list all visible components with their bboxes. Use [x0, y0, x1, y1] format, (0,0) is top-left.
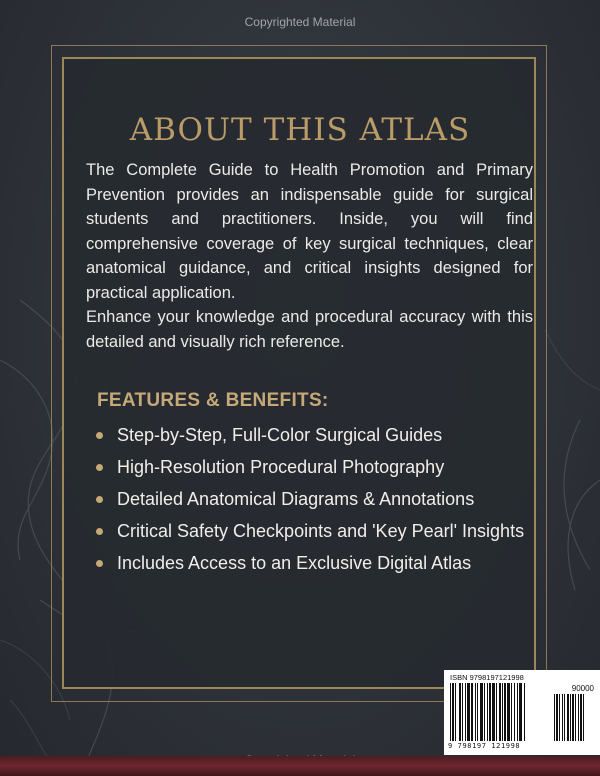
- about-paragraph-2: Enhance your knowledge and procedural accuracy with this detailed and visually rich reference.: [86, 308, 533, 351]
- isbn-barcode: [444, 670, 600, 755]
- feature-text: Includes Access to an Exclusive Digital Atlas: [117, 553, 472, 573]
- bullet-icon: [96, 432, 103, 439]
- isbn-digits: 9 798197 121998: [448, 742, 521, 750]
- feature-text: Detailed Anatomical Diagrams & Annotations: [117, 489, 475, 509]
- list-item: [96, 519, 536, 543]
- isbn-label: ISBN 9798197121998: [450, 673, 524, 682]
- bullet-icon: [96, 560, 103, 567]
- content-panel: [62, 57, 536, 689]
- feature-text: Step-by-Step, Full-Color Surgical Guides: [117, 425, 443, 445]
- features-heading: FEATURES & BENEFITS:: [97, 390, 329, 411]
- list-item: [96, 487, 536, 511]
- about-description: [86, 158, 533, 354]
- copyright-watermark-top: Copyrighted Material: [244, 15, 356, 29]
- features-list: [96, 423, 536, 583]
- section-title: ABOUT THIS ATLAS: [129, 112, 471, 148]
- list-item: [96, 455, 536, 479]
- price-code: 90000: [571, 684, 594, 693]
- feature-text: Critical Safety Checkpoints and 'Key Pearl' Insights: [117, 521, 525, 541]
- bottom-color-band: [0, 756, 600, 776]
- bullet-icon: [96, 464, 103, 471]
- bullet-icon: [96, 496, 103, 503]
- about-paragraph-1: The Complete Guide to Health Promotion and Primary Prevention provides an indispensable guide for surgical students and practitioners. Inside, you will find comprehensive coverage of key surgical techniques, clear anatomical guidance, and critical insights designed for practical application.: [86, 161, 533, 302]
- list-item: [96, 551, 536, 575]
- list-item: [96, 423, 536, 447]
- feature-text: High-Resolution Procedural Photography: [117, 457, 445, 477]
- bullet-icon: [96, 528, 103, 535]
